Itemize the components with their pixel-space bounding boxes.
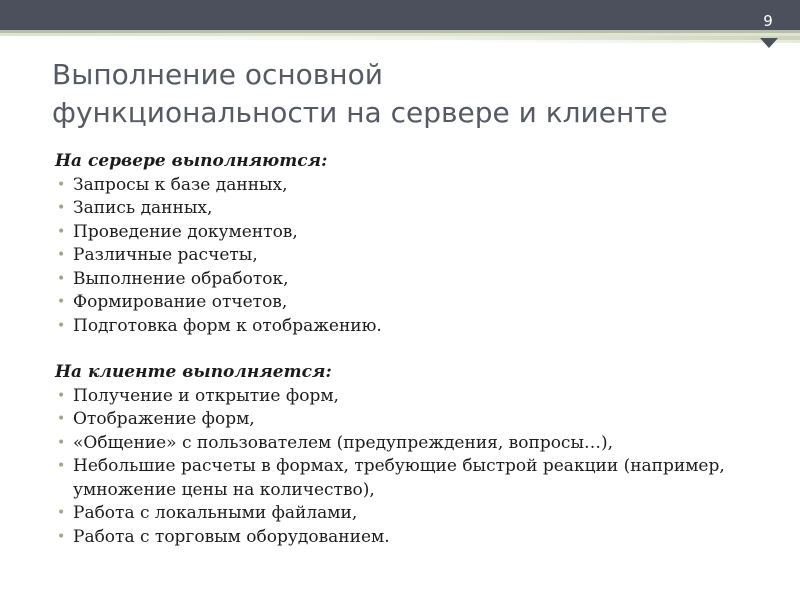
header-notch [760,38,778,48]
server-list [55,174,755,339]
list-item-text: Различные расчеты, [73,245,258,265]
bullet-icon: • [57,270,66,287]
list-item-text: Подготовка форм к отображению. [73,315,382,336]
bullet-icon: • [57,411,66,427]
bullet-icon: • [57,387,66,404]
list-item [55,291,755,315]
list-item [55,502,755,526]
header-stripe [0,40,800,43]
bullet-icon: • [57,505,66,521]
list-item-text: Запись данных, [73,198,213,218]
list-item-text: Формирование отчетов, [73,292,288,312]
bullet-icon: • [57,294,66,310]
bullet-icon: • [57,247,66,263]
slide-content [55,150,755,549]
section-spacer [55,338,755,361]
bullet-icon: • [57,458,66,474]
list-item [55,432,755,456]
bullet-icon: • [57,223,66,240]
slide-title [52,56,772,132]
bullet-icon: • [57,528,66,545]
list-item-text: «Общение» с пользователем (предупреждения, вопросы…), [73,432,614,453]
bullet-icon: • [57,434,66,451]
server-heading: На сервере выполняются: [55,151,328,171]
list-item [55,526,755,550]
client-list [55,385,755,550]
list-item [55,244,755,268]
list-item [55,268,755,292]
slide-number: 9 [763,12,773,30]
list-item-text: Отображение форм, [73,409,255,429]
list-item-text: Запросы к базе данных, [73,174,288,195]
list-item-text: Получение и открытие форм, [73,385,339,406]
list-item-text: Работа с торговым оборудованием. [73,526,390,547]
list-item [55,455,755,502]
list-item [55,385,755,409]
list-item-text: Выполнение обработок, [73,268,289,289]
list-item-text: Небольшие расчеты в формах, требующие быстрой реакции (например, умножение цены на количество), [73,456,725,500]
title-line-1: Выполнение основной [52,58,383,91]
client-heading: На клиенте выполняется: [55,362,332,382]
list-item-text: Проведение документов, [73,221,298,242]
bullet-icon: • [57,176,66,193]
list-item [55,221,755,245]
list-item [55,174,755,198]
list-item [55,408,755,432]
list-item-text: Работа с локальными файлами, [73,503,358,523]
list-item [55,315,755,339]
bullet-icon: • [57,317,66,334]
title-line-2: функциональности на сервере и клиенте [52,96,668,129]
header-bar [0,0,800,30]
list-item [55,197,755,221]
bullet-icon: • [57,200,66,216]
